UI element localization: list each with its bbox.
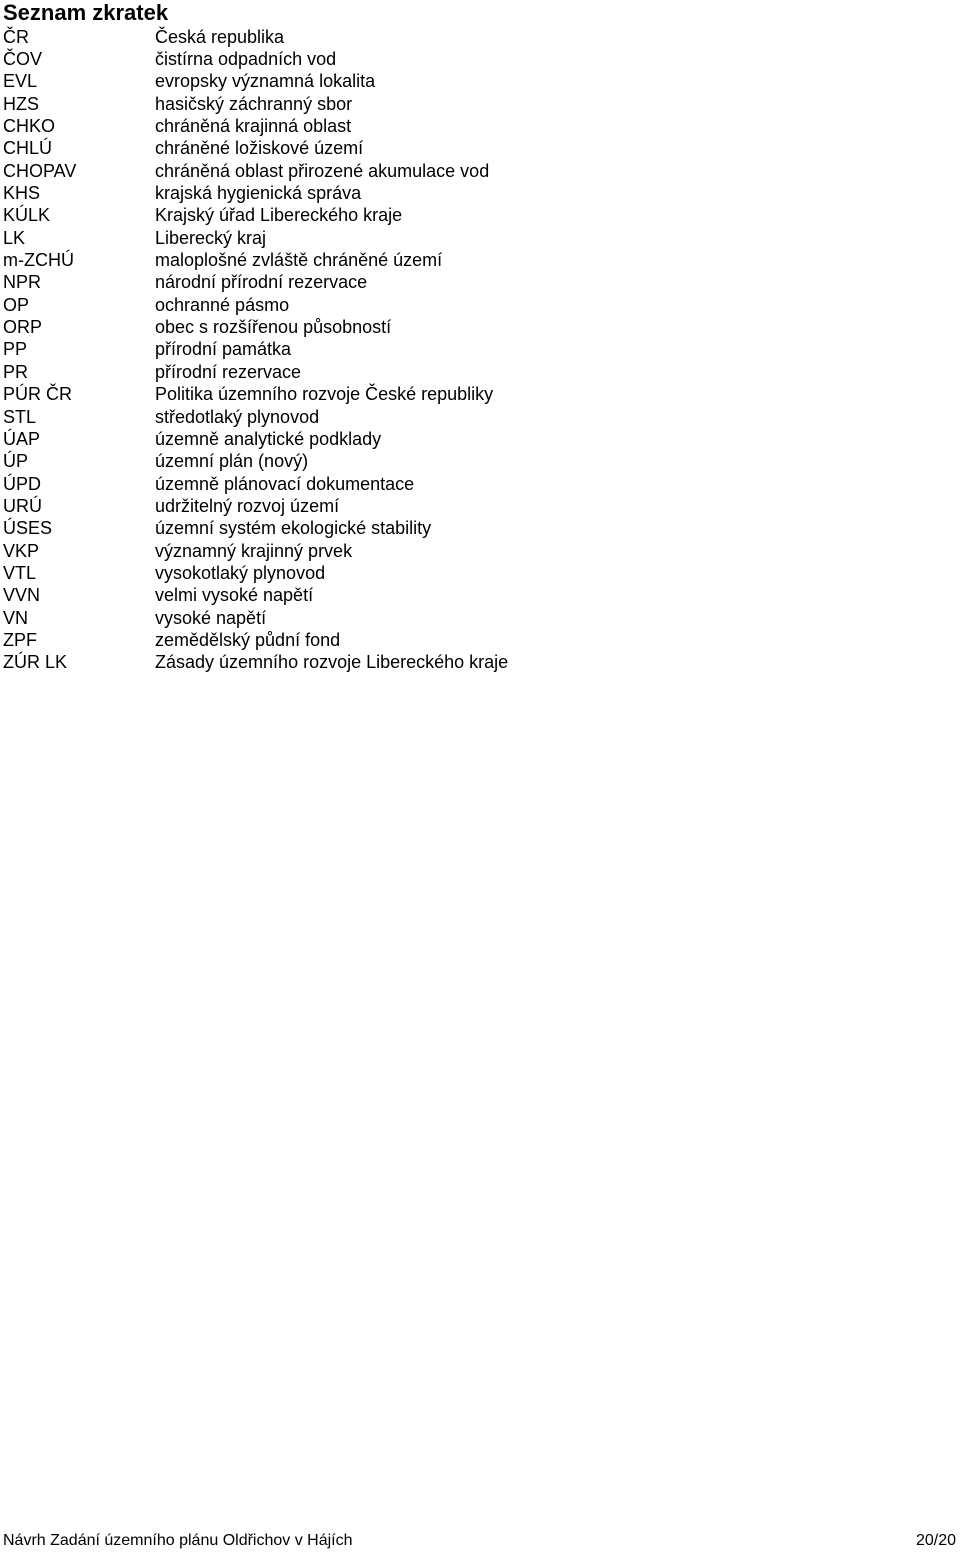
abbreviation-row bbox=[3, 48, 703, 70]
abbreviation-code: ČR bbox=[3, 26, 29, 47]
abbreviation-meaning: chráněné ložiskové území bbox=[155, 138, 364, 159]
abbreviation-row bbox=[3, 473, 703, 495]
abbreviation-row bbox=[3, 406, 703, 428]
abbreviation-row bbox=[3, 272, 703, 294]
abbreviation-list bbox=[3, 26, 703, 674]
abbreviation-row bbox=[3, 182, 703, 204]
abbreviation-meaning: chráněná oblast přirozené akumulace vod bbox=[155, 160, 490, 181]
abbreviation-code: ORP bbox=[3, 317, 43, 338]
abbreviation-row bbox=[3, 607, 703, 629]
abbreviation-meaning: národní přírodní rezervace bbox=[155, 272, 368, 293]
abbreviation-code: ZÚR LK bbox=[3, 652, 68, 673]
abbreviation-code: CHOPAV bbox=[3, 160, 77, 181]
abbreviation-meaning: Liberecký kraj bbox=[155, 227, 267, 248]
abbreviation-meaning: přírodní památka bbox=[155, 339, 292, 360]
abbreviation-code: OP bbox=[3, 294, 30, 315]
abbreviation-meaning: středotlaký plynovod bbox=[155, 406, 320, 427]
abbreviation-row bbox=[3, 540, 703, 562]
abbreviation-code: ČOV bbox=[3, 49, 43, 70]
abbreviation-row bbox=[3, 428, 703, 450]
abbreviation-meaning: Česká republika bbox=[155, 26, 285, 47]
abbreviation-code: HZS bbox=[3, 93, 39, 114]
abbreviation-code: PR bbox=[3, 361, 29, 382]
abbreviation-row bbox=[3, 138, 703, 160]
abbreviation-meaning: zemědělský půdní fond bbox=[155, 629, 341, 650]
abbreviation-code: m-ZCHÚ bbox=[3, 250, 74, 271]
abbreviation-meaning: vysoké napětí bbox=[155, 607, 267, 628]
abbreviation-meaning: významný krajinný prvek bbox=[155, 540, 353, 561]
abbreviation-meaning: čistírna odpadních vod bbox=[155, 49, 337, 70]
abbreviation-meaning: evropsky významná lokalita bbox=[155, 71, 376, 92]
abbreviation-code: ÚAP bbox=[3, 428, 41, 449]
abbreviation-code: ÚPD bbox=[3, 473, 42, 494]
abbreviation-code: VTL bbox=[3, 562, 37, 583]
abbreviation-meaning: hasičský záchranný sbor bbox=[155, 93, 353, 114]
abbreviation-row bbox=[3, 562, 703, 584]
abbreviation-row bbox=[3, 361, 703, 383]
abbreviation-code: KÚLK bbox=[3, 205, 51, 226]
abbreviation-code: EVL bbox=[3, 71, 38, 92]
abbreviation-code: PÚR ČR bbox=[3, 384, 73, 405]
abbreviation-row bbox=[3, 227, 703, 249]
abbreviation-row bbox=[3, 205, 703, 227]
abbreviation-row bbox=[3, 652, 703, 674]
abbreviation-meaning: přírodní rezervace bbox=[155, 361, 302, 382]
footer-page-number: 20/20 bbox=[915, 1532, 956, 1549]
abbreviation-meaning: krajská hygienická správa bbox=[155, 183, 362, 204]
abbreviation-meaning: územně plánovací dokumentace bbox=[155, 473, 415, 494]
abbreviation-code: VKP bbox=[3, 540, 40, 561]
abbreviation-row bbox=[3, 115, 703, 137]
abbreviation-meaning: Zásady územního rozvoje Libereckého kraje bbox=[155, 652, 509, 673]
abbreviation-row bbox=[3, 339, 703, 361]
page-title: Seznam zkratek bbox=[3, 0, 169, 25]
abbreviation-code: URÚ bbox=[3, 495, 42, 516]
abbreviation-code: VVN bbox=[3, 585, 41, 606]
abbreviation-meaning: velmi vysoké napětí bbox=[155, 585, 314, 606]
abbreviation-meaning: maloplošné zvláště chráněné území bbox=[155, 250, 443, 271]
abbreviation-row bbox=[3, 71, 703, 93]
abbreviation-row bbox=[3, 518, 703, 540]
abbreviation-meaning: územně analytické podklady bbox=[155, 428, 382, 449]
abbreviation-code: ZPF bbox=[3, 629, 37, 650]
abbreviation-row bbox=[3, 451, 703, 473]
abbreviation-code: CHLÚ bbox=[3, 138, 53, 159]
abbreviation-row bbox=[3, 294, 703, 316]
abbreviation-code: PP bbox=[3, 339, 28, 360]
abbreviation-row bbox=[3, 585, 703, 607]
abbreviation-code: CHKO bbox=[3, 116, 56, 137]
abbreviation-meaning: Krajský úřad Libereckého kraje bbox=[155, 205, 403, 226]
abbreviation-row bbox=[3, 316, 703, 338]
footer-document-name: Návrh Zadání územního plánu Oldřichov v Hájích bbox=[3, 1532, 353, 1549]
abbreviation-code: NPR bbox=[3, 272, 42, 293]
abbreviation-meaning: chráněná krajinná oblast bbox=[155, 116, 352, 137]
abbreviation-meaning: obec s rozšířenou působností bbox=[155, 317, 392, 338]
abbreviation-code: ÚP bbox=[3, 451, 29, 472]
abbreviation-meaning: udržitelný rozvoj území bbox=[155, 495, 340, 516]
abbreviation-row bbox=[3, 93, 703, 115]
abbreviation-row bbox=[3, 26, 703, 48]
abbreviation-meaning: vysokotlaký plynovod bbox=[155, 562, 326, 583]
abbreviation-meaning: Politika územního rozvoje České republiky bbox=[155, 384, 494, 405]
abbreviation-meaning: územní systém ekologické stability bbox=[155, 518, 432, 539]
abbreviation-row bbox=[3, 629, 703, 651]
abbreviation-code: KHS bbox=[3, 183, 41, 204]
abbreviation-code: VN bbox=[3, 607, 29, 628]
abbreviation-row bbox=[3, 495, 703, 517]
abbreviation-meaning: územní plán (nový) bbox=[155, 451, 309, 472]
abbreviation-row bbox=[3, 160, 703, 182]
abbreviation-code: STL bbox=[3, 406, 37, 427]
page-footer bbox=[3, 1530, 956, 1552]
abbreviation-row bbox=[3, 384, 703, 406]
abbreviation-meaning: ochranné pásmo bbox=[155, 294, 290, 315]
abbreviation-code: LK bbox=[3, 227, 26, 248]
abbreviation-code: ÚSES bbox=[3, 518, 53, 539]
abbreviation-row bbox=[3, 249, 703, 271]
